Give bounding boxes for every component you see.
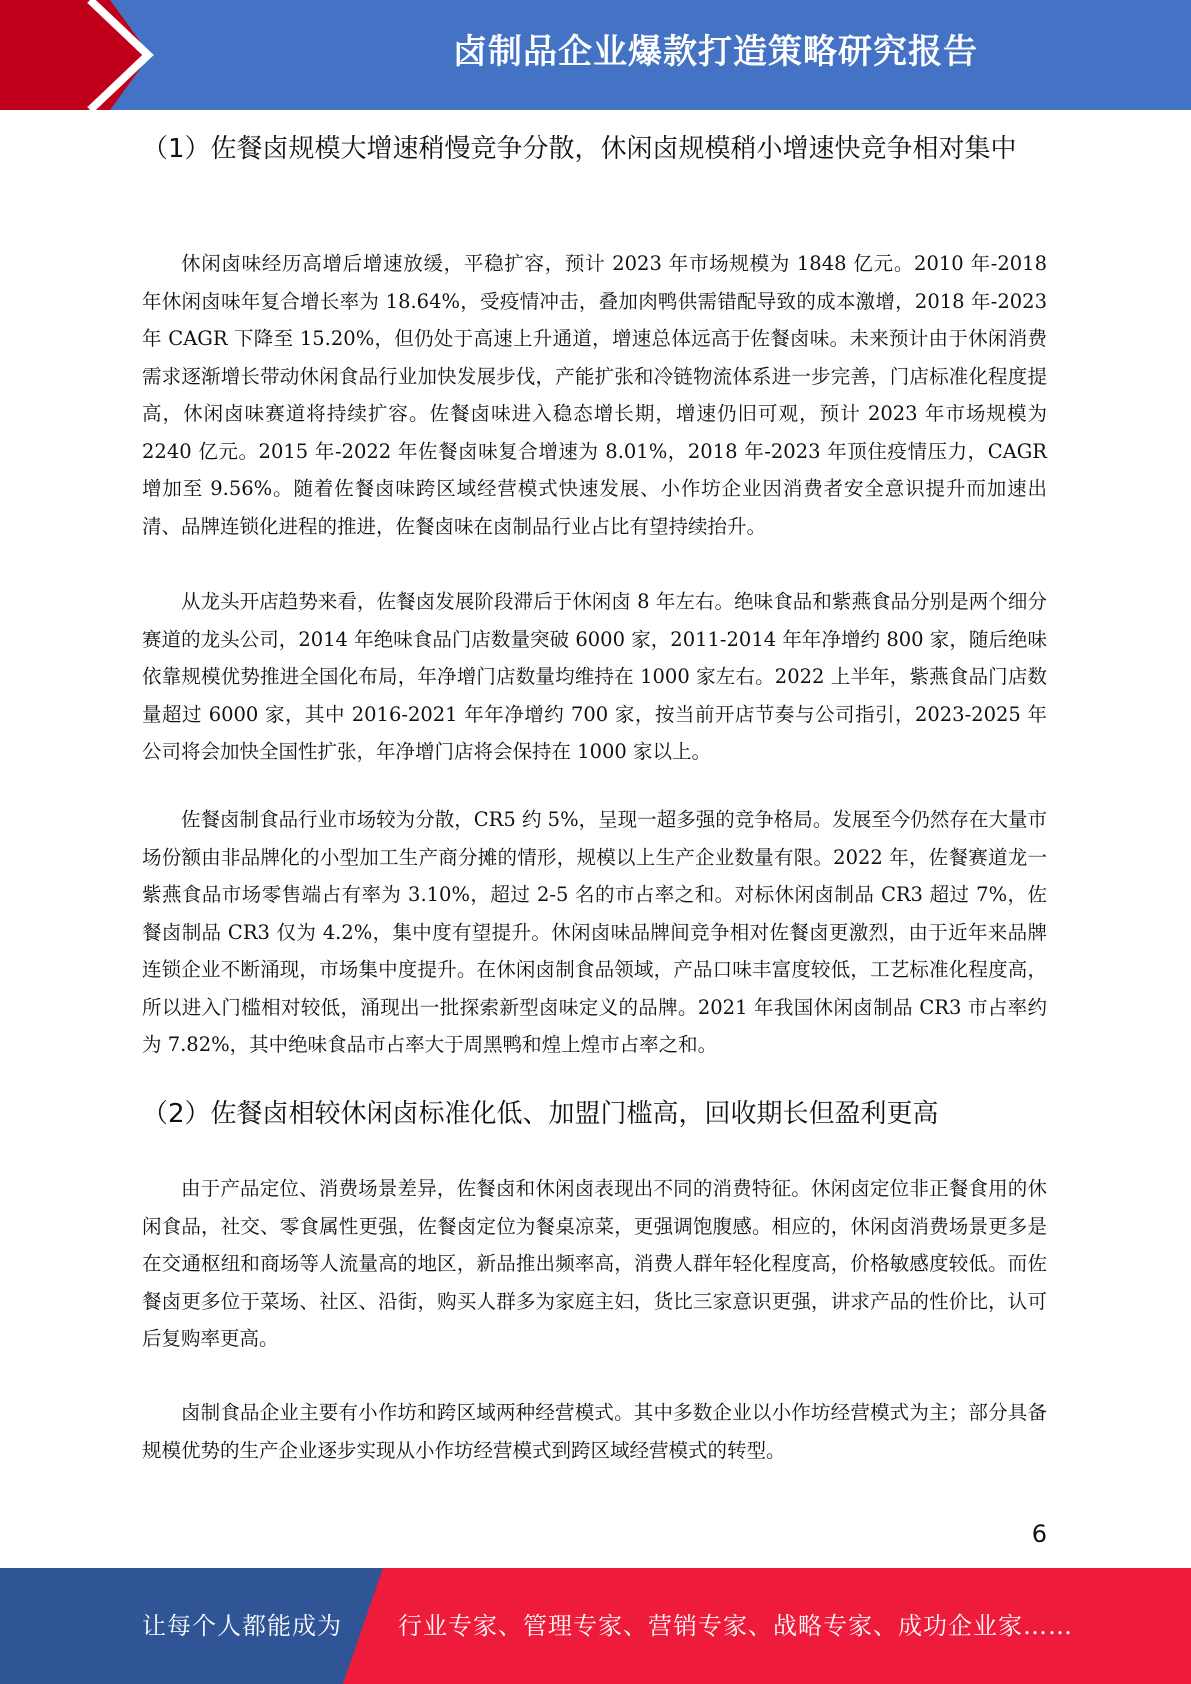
- page-number: 6: [1031, 1520, 1047, 1548]
- paragraph-store-trend: 从龙头开店趋势来看，佐餐卤发展阶段滞后于休闲卤 8 年左右。绝味食品和紫燕食品分别是两个细分赛道的龙头公司，2014 年绝味食品门店数量突破 6000 家，2011-2014 年年净增约 800 家，随后绝味依靠规模优势推进全国化布局，年净增门店数量均维持在 1000 家左右。2022 上半年，紫燕食品门店数量超过 6000 家，其中 2016-2021 年年净增约 700 家，按当前开店节奏与公司指引，2023-2025 年公司将会加快全国性扩张，年净增门店将会保持在 1000 家以上。: [142, 590, 1047, 763]
- section-heading-1: （1）佐餐卤规模大增速稍慢竞争分散，休闲卤规模稍小增速快竞争相对集中: [142, 134, 1017, 164]
- footer-slogan-right: 行业专家、管理专家、营销专家、战略专家、成功企业家……: [398, 1612, 1073, 1640]
- footer-slogan-left: 让每个人都能成为: [142, 1612, 342, 1640]
- paragraph-business-models: 卤制食品企业主要有小作坊和跨区域两种经营模式。其中多数企业以小作坊经营模式为主；部分具备规模优势的生产企业逐步实现从小作坊经营模式到跨区域经营模式的转型。: [142, 1401, 1047, 1462]
- footer-banner: [0, 1568, 1191, 1684]
- paragraph-market-size: 休闲卤味经历高增后增速放缓，平稳扩容，预计 2023 年市场规模为 1848 亿元。2010 年-2018 年休闲卤味年复合增长率为 18.64%，受疫情冲击，叠加肉鸭供需错配导致的成本激增，2018 年-2023 年 CAGR 下降至 15.20%，但仍处于高速上升通道，增速总体远高于佐餐卤味。未来预计由于休闲消费需求逐渐增长带动休闲食品行业加快发展步伐，产能扩张和冷链物流体系进一步完善，门店标准化程度提高，休闲卤味赛道将持续扩容。佐餐卤味进入稳态增长期，增速仍旧可观，预计 2023 年市场规模为 2240 亿元。2015 年-2022 年佐餐卤味复合增速为 8.01%，2018 年-2023 年顶住疫情压力，CAGR 增加至 9.56%。随着佐餐卤味跨区域经营模式快速发展、小作坊企业因消费者安全意识提升而加速出清、品牌连锁化进程的推进，佐餐卤味在卤制品行业占比有望持续抬升。: [142, 252, 1047, 538]
- paragraph-consumption-features: 由于产品定位、消费场景差异，佐餐卤和休闲卤表现出不同的消费特征。休闲卤定位非正餐食用的休闲食品，社交、零食属性更强，佐餐卤定位为餐桌凉菜，更强调饱腹感。相应的，休闲卤消费场景更多是在交通枢纽和商场等人流量高的地区，新品推出频率高，消费人群年轻化程度高，价格敏感度较低。而佐餐卤更多位于菜场、社区、沿街，购买人群多为家庭主妇，货比三家意识更强，讲求产品的性价比，认可后复购率更高。: [142, 1177, 1047, 1350]
- header-title: 卤制品企业爆款打造策略研究报告: [453, 32, 978, 72]
- section-heading-2: （2）佐餐卤相较休闲卤标准化低、加盟门槛高，回收期长但盈利更高: [142, 1099, 939, 1129]
- header-banner: [0, 0, 1191, 110]
- paragraph-competition: 佐餐卤制食品行业市场较为分散，CR5 约 5%，呈现一超多强的竞争格局。发展至今仍然存在大量市场份额由非品牌化的小型加工生产商分摊的情形，规模以上生产企业数量有限。2022 年，佐餐赛道龙一紫燕食品市场零售端占有率为 3.10%，超过 2-5 名的市占率之和。对标休闲卤制品 CR3 超过 7%，佐餐卤制品 CR3 仅为 4.2%，集中度有望提升。休闲卤味品牌间竞争相对佐餐卤更激烈，由于近年来品牌连锁企业不断涌现，市场集中度提升。在休闲卤制食品领域，产品口味丰富度较低，工艺标准化程度高，所以进入门槛相对较低，涌现出一批探索新型卤味定义的品牌。2021 年我国休闲卤制品 CR3 市占率约为 7.82%，其中绝味食品市占率大于周黑鸭和煌上煌市占率之和。: [142, 808, 1047, 1056]
